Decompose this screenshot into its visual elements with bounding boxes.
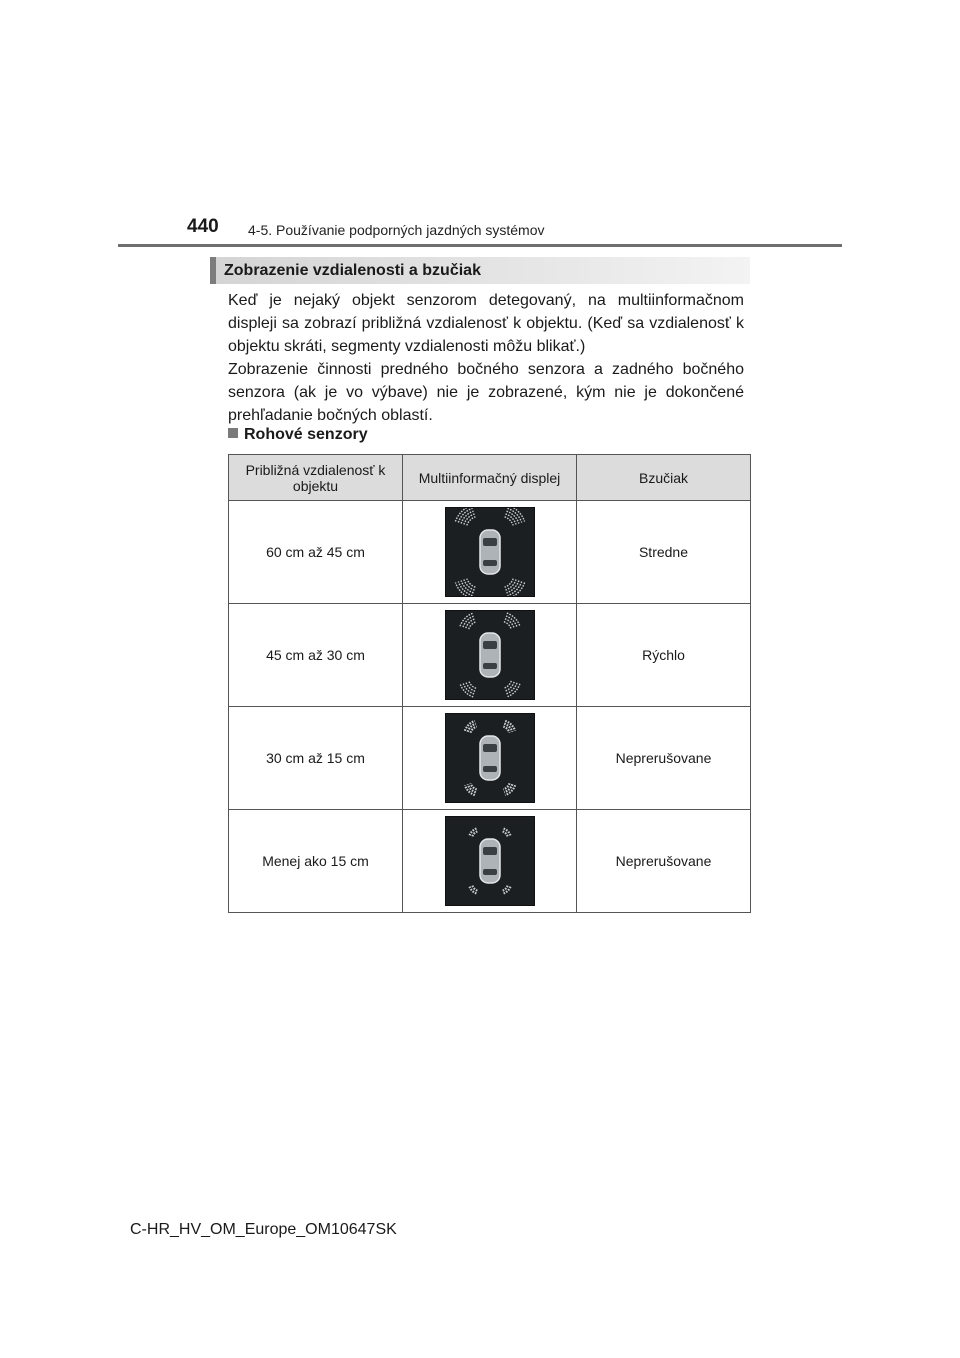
header-distance: Približná vzdialenosť k objektu (229, 455, 403, 501)
subheading-label: Rohové senzory (244, 426, 368, 443)
page-number: 440 (187, 216, 219, 237)
sensor-segment-rear-right (502, 886, 507, 891)
buzzer-cell: Neprerušovane (577, 810, 751, 913)
sensor-segment-front-right (506, 613, 519, 626)
buzzer-cell: Neprerušovane (577, 707, 751, 810)
distance-cell: 45 cm až 30 cm (229, 604, 403, 707)
display-cell (403, 810, 577, 913)
sensor-segment-rear-left (461, 581, 473, 593)
subheading-corner-sensors (228, 426, 368, 444)
distance-cell: 60 cm až 45 cm (229, 501, 403, 604)
sensor-segment-rear-right (503, 887, 510, 894)
table-header-row (229, 455, 751, 501)
car-sensor-display-icon (446, 611, 534, 699)
windshield-icon (483, 538, 497, 546)
sensor-segment-rear-left (460, 684, 473, 697)
sensor-segment-rear-right (506, 581, 518, 593)
paragraph-detection: Keď je nejaký objekt senzorom detegovaný, na multiinformačnom displeji sa zobrazí približná vzdialenosť k objektu. (Keď sa vzdialenosť k objektu skráti, segmenty vzdialenosti môžu blikať.) (228, 292, 744, 355)
buzzer-cell: Rýchlo (577, 604, 751, 707)
windshield-icon (483, 744, 497, 752)
car-body-icon (480, 633, 500, 677)
sensor-segment-front-left (469, 829, 476, 836)
rear-window-icon (483, 766, 497, 772)
car-body-icon (480, 736, 500, 780)
windshield-icon (483, 847, 497, 855)
distance-cell: Menej ako 15 cm (229, 810, 403, 913)
display-cell (403, 501, 577, 604)
sensor-segment-rear-left (469, 887, 476, 894)
sensor-segment-front-left (460, 613, 473, 626)
table-row (229, 707, 751, 810)
car-sensor-display-icon (446, 714, 534, 802)
sensor-segment-front-right (504, 517, 513, 526)
chapter-title: 4-5. Používanie podporných jazdných systémov (248, 222, 545, 238)
car-sensor-display-icon (446, 817, 534, 905)
section-heading: Zobrazenie vzdialenosti a bzučiak (210, 257, 750, 284)
section-body (228, 289, 744, 427)
sensor-segment-rear-right (504, 579, 513, 588)
display-cell (403, 707, 577, 810)
sensor-segment-front-right (506, 511, 518, 523)
table-row (229, 604, 751, 707)
sensor-segment-rear-left (466, 579, 475, 588)
sensor-segment-front-left (461, 511, 473, 523)
multi-information-display (445, 507, 535, 597)
sensor-segment-front-left (466, 517, 475, 526)
header-buzzer: Bzučiak (577, 455, 751, 501)
car-body-icon (480, 839, 500, 883)
multi-information-display (445, 816, 535, 906)
distance-buzzer-table (228, 454, 751, 913)
paragraph-side-sensors: Zobrazenie činnosti predného bočného senzora a zadného bočného senzora (ak je vo výbave) nie je zobrazené, kým nie je dokončené prehľadanie bočných oblastí. (228, 361, 744, 424)
document-code: C-HR_HV_OM_Europe_OM10647SK (130, 1221, 397, 1238)
rear-window-icon (483, 663, 497, 669)
multi-information-display (445, 610, 535, 700)
car-sensor-display-icon (446, 508, 534, 596)
table-row (229, 501, 751, 604)
rear-window-icon (483, 869, 497, 875)
header-display: Multiinformačný displej (403, 455, 577, 501)
sensor-segment-rear-left (472, 886, 477, 891)
sensor-segment-front-right (502, 831, 507, 836)
header-divider (118, 244, 842, 247)
sensor-segment-rear-right (506, 684, 519, 697)
square-bullet-icon (228, 428, 238, 438)
table-row (229, 810, 751, 913)
distance-cell: 30 cm až 15 cm (229, 707, 403, 810)
sensor-segment-front-left (472, 831, 477, 836)
rear-window-icon (483, 560, 497, 566)
car-body-icon (480, 530, 500, 574)
buzzer-cell: Stredne (577, 501, 751, 604)
windshield-icon (483, 641, 497, 649)
sensor-segment-front-right (503, 829, 510, 836)
multi-information-display (445, 713, 535, 803)
display-cell (403, 604, 577, 707)
